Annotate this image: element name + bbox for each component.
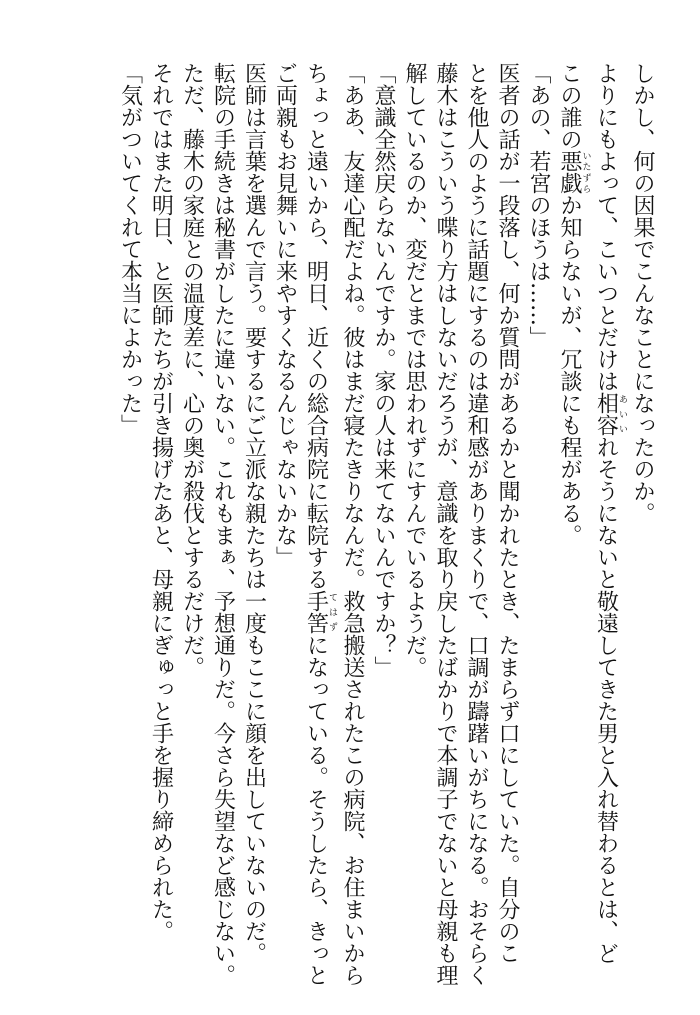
text-line: 医師は言葉を選んで言う。要するにご立派な親たちは一度もここに顔を出していないのだ。 [241, 62, 267, 964]
text-line: 「意識全然戻らないんですか。家の人は来てないんですか？」 [371, 62, 396, 678]
text-line: 医者の話が一段落し、何か質問があるかと聞かれたとき、たまらず口にしていた。自分のこ [495, 62, 520, 964]
text-line: 藤木はこういう喋り方はしないだろうが、意識を取り戻したばかりで本調子でないと母親も理 [433, 62, 458, 986]
ruby-itazura: いたずら [580, 150, 591, 194]
text-line: ご両親もお見舞いに来やすくなるんじゃないかな」 [272, 62, 298, 568]
text-line: 「あの、若宮のほうは……」 [526, 62, 551, 348]
vertical-text-body [115, 62, 659, 986]
ruby-aii: あいい [617, 392, 627, 436]
text-line: 「ああ、友達心配だよね。彼はまだ寝たきりなんだ。救急搬送されたこの病院、お住まいから [340, 62, 365, 986]
text-line: この誰の悪戯いたずらか知らないが、冗談にも程がある。 [557, 62, 591, 546]
ruby-tehazu: てはず [327, 590, 337, 634]
text-line: ただ、藤木の家庭との温度差に、心の奥が殺伐とするだけだ。 [179, 62, 205, 678]
text-line: しかし、何の因果でこんなことになったのか。 [630, 62, 655, 524]
text-line: 「気がついてくれて本当によかった」 [117, 62, 143, 436]
text-line: 解しているのか、変だとまでは思われずにすんでいるようだ。 [402, 62, 427, 678]
text-line: ちょっと遠いから、明日、近くの総合病院に転院する手筈てはずになっている。そうしたら、きっと [303, 62, 337, 986]
text-line: 転院の手続きは秘書がしたに違いない。これもまぁ、予想通りだ。今さら失望など感じない。 [210, 62, 236, 986]
text-line: それではまた明日、と医師たちが引き揚げたあと、母親にぎゅっと手を握り締められた。 [148, 62, 174, 942]
text-line: よりにもよって、こいつとだけは相容あいいれそうにないと敬遠してきた男と入れ替わるとは、ど [593, 62, 627, 964]
text-line: とを他人のように話題にするのは違和感がありまくりで、口調が躊躇いがちになる。おそらく [464, 62, 489, 986]
